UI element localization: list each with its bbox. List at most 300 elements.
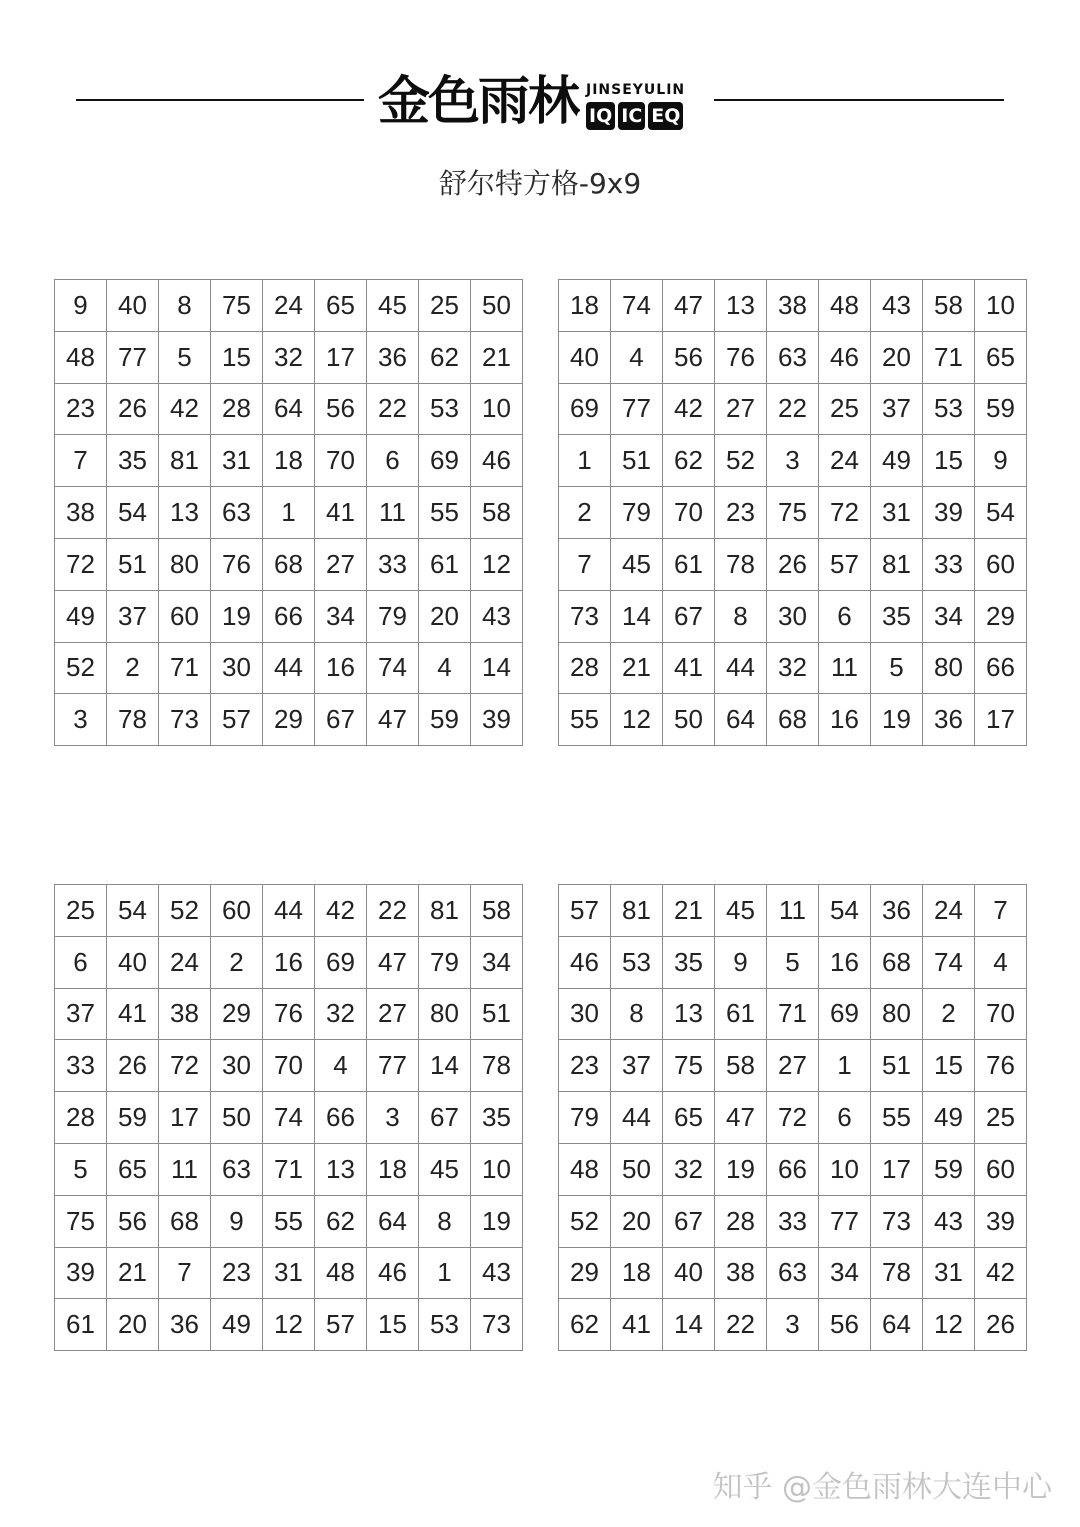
grid-cell: 43	[471, 590, 523, 642]
grid-cell: 76	[263, 988, 315, 1040]
grid-cell: 26	[767, 538, 819, 590]
grid-cell: 1	[819, 1040, 871, 1092]
grid-cell: 59	[923, 1143, 975, 1195]
grid-cell: 12	[923, 1299, 975, 1351]
grid-row	[55, 694, 523, 746]
grid-row	[559, 435, 1027, 487]
grid-cell: 57	[819, 538, 871, 590]
grid-cell: 32	[663, 1143, 715, 1195]
grid-cell: 65	[315, 280, 367, 332]
grid-cell: 54	[975, 487, 1027, 539]
grid-cell: 15	[923, 1040, 975, 1092]
grid-cell: 53	[923, 383, 975, 435]
grid-cell: 52	[715, 435, 767, 487]
grid-cell: 75	[767, 487, 819, 539]
grid-cell: 11	[159, 1143, 211, 1195]
grid-cell: 31	[923, 1247, 975, 1299]
grid-cell: 4	[315, 1040, 367, 1092]
grid-cell: 21	[663, 885, 715, 937]
grid-cell: 9	[975, 435, 1027, 487]
grid-cell: 19	[211, 590, 263, 642]
grid-cell: 46	[471, 435, 523, 487]
grid-cell: 60	[159, 590, 211, 642]
grid-cell: 40	[107, 936, 159, 988]
grid-cell: 71	[263, 1143, 315, 1195]
grid-cell: 74	[263, 1092, 315, 1144]
grid-cell: 28	[559, 642, 611, 694]
grid-cell: 78	[871, 1247, 923, 1299]
grid-cell: 8	[159, 280, 211, 332]
grid-cell: 77	[107, 331, 159, 383]
page-title: 舒尔特方格-9x9	[438, 167, 642, 200]
grid-cell: 17	[315, 331, 367, 383]
grid-cell: 66	[315, 1092, 367, 1144]
grid-cell: 75	[211, 280, 263, 332]
grid-cell: 5	[871, 642, 923, 694]
grid-cell: 41	[663, 642, 715, 694]
grid-row	[559, 1040, 1027, 1092]
grid-row	[55, 1195, 523, 1247]
grid-row	[55, 642, 523, 694]
grid-cell: 67	[315, 694, 367, 746]
grid-cell: 63	[767, 331, 819, 383]
grid-row	[55, 885, 523, 937]
grid-cell: 36	[159, 1299, 211, 1351]
grid-cell: 23	[715, 487, 767, 539]
grid-cell: 49	[923, 1092, 975, 1144]
grid-cell: 56	[663, 331, 715, 383]
grid-row	[559, 936, 1027, 988]
grid-row	[55, 988, 523, 1040]
grid-cell: 69	[559, 383, 611, 435]
grid-cell: 77	[611, 383, 663, 435]
grid-cell: 1	[263, 487, 315, 539]
grid-cell: 80	[419, 988, 471, 1040]
grid-cell: 39	[471, 694, 523, 746]
grid-cell: 18	[263, 435, 315, 487]
grid-cell: 81	[871, 538, 923, 590]
grid-cell: 78	[715, 538, 767, 590]
grid-cell: 12	[471, 538, 523, 590]
grid-cell: 59	[107, 1092, 159, 1144]
grid-cell: 2	[107, 642, 159, 694]
grid-cell: 52	[159, 885, 211, 937]
grid-cell: 3	[767, 1299, 819, 1351]
grid-cell: 73	[559, 590, 611, 642]
grid-cell: 20	[107, 1299, 159, 1351]
grid-cell: 57	[211, 694, 263, 746]
grid-cell: 14	[419, 1040, 471, 1092]
grid-cell: 2	[211, 936, 263, 988]
grid-cell: 11	[819, 642, 871, 694]
grid-cell: 33	[367, 538, 419, 590]
grid-cell: 79	[419, 936, 471, 988]
grid-cell: 16	[819, 694, 871, 746]
grid-row	[55, 1040, 523, 1092]
grid-cell: 81	[159, 435, 211, 487]
grid-cell: 26	[975, 1299, 1027, 1351]
grid-cell: 62	[663, 435, 715, 487]
grid-cell: 53	[611, 936, 663, 988]
grid-cell: 9	[211, 1195, 263, 1247]
grid-cell: 76	[715, 331, 767, 383]
grid-cell: 21	[611, 642, 663, 694]
grid-cell: 39	[975, 1195, 1027, 1247]
grid-cell: 10	[975, 280, 1027, 332]
grid-cell: 22	[767, 383, 819, 435]
grid-cell: 30	[767, 590, 819, 642]
grid-cell: 7	[559, 538, 611, 590]
grid-cell: 21	[107, 1247, 159, 1299]
grid-cell: 63	[211, 1143, 263, 1195]
grid-cell: 69	[315, 936, 367, 988]
grid-row	[55, 538, 523, 590]
grid-cell: 55	[419, 487, 471, 539]
grid-cell: 71	[767, 988, 819, 1040]
grid-cell: 19	[471, 1195, 523, 1247]
grid-cell: 42	[159, 383, 211, 435]
grid-cell: 79	[559, 1092, 611, 1144]
grid-cell: 35	[107, 435, 159, 487]
grid-cell: 49	[55, 590, 107, 642]
grid-cell: 42	[975, 1247, 1027, 1299]
grid-cell: 56	[107, 1195, 159, 1247]
grid-row	[559, 885, 1027, 937]
grid-cell: 45	[419, 1143, 471, 1195]
grid-cell: 47	[367, 936, 419, 988]
grid-cell: 29	[263, 694, 315, 746]
grid-cell: 17	[871, 1143, 923, 1195]
grid-cell: 6	[819, 1092, 871, 1144]
grid-row	[55, 435, 523, 487]
grid-cell: 35	[663, 936, 715, 988]
grid-cell: 50	[471, 280, 523, 332]
grid-cell: 57	[559, 885, 611, 937]
grid-cell: 66	[263, 590, 315, 642]
grid-cell: 67	[419, 1092, 471, 1144]
grid-cell: 16	[315, 642, 367, 694]
grid-row	[55, 331, 523, 383]
grid-cell: 36	[871, 885, 923, 937]
grid-cell: 10	[819, 1143, 871, 1195]
grid-cell: 5	[55, 1143, 107, 1195]
grid-cell: 61	[55, 1299, 107, 1351]
grid-cell: 12	[611, 694, 663, 746]
grid-cell: 2	[559, 487, 611, 539]
grid-cell: 47	[663, 280, 715, 332]
grid-cell: 40	[559, 331, 611, 383]
grid-cell: 30	[211, 642, 263, 694]
grid-cell: 29	[559, 1247, 611, 1299]
grid-cell: 20	[419, 590, 471, 642]
grid-cell: 38	[55, 487, 107, 539]
grid-cell: 25	[819, 383, 871, 435]
grid-cell: 8	[419, 1195, 471, 1247]
grid-cell: 25	[975, 1092, 1027, 1144]
grid-row	[559, 383, 1027, 435]
grid-cell: 23	[559, 1040, 611, 1092]
grid-cell: 37	[107, 590, 159, 642]
grid-cell: 30	[559, 988, 611, 1040]
grid-cell: 60	[975, 1143, 1027, 1195]
grid-cell: 1	[559, 435, 611, 487]
grid-row	[55, 1143, 523, 1195]
grid-cell: 70	[663, 487, 715, 539]
grid-row	[55, 590, 523, 642]
grid-cell: 65	[663, 1092, 715, 1144]
grid-cell: 72	[55, 538, 107, 590]
grid-cell: 77	[367, 1040, 419, 1092]
grid-cell: 70	[975, 988, 1027, 1040]
grid-cell: 18	[559, 280, 611, 332]
grid-cell: 48	[819, 280, 871, 332]
grid-cell: 62	[559, 1299, 611, 1351]
grid-cell: 81	[611, 885, 663, 937]
grid-cell: 16	[819, 936, 871, 988]
grid-cell: 52	[55, 642, 107, 694]
grid-cell: 56	[819, 1299, 871, 1351]
grid-cell: 7	[975, 885, 1027, 937]
grid-cell: 9	[55, 280, 107, 332]
grid-cell: 75	[663, 1040, 715, 1092]
grid-cell: 61	[663, 538, 715, 590]
grid-cell: 12	[263, 1299, 315, 1351]
grid-cell: 72	[159, 1040, 211, 1092]
grid-cell: 6	[367, 435, 419, 487]
grid-cell: 3	[767, 435, 819, 487]
grid-cell: 73	[159, 694, 211, 746]
grid-cell: 8	[715, 590, 767, 642]
grid-cell: 68	[159, 1195, 211, 1247]
grid-cell: 29	[211, 988, 263, 1040]
grid-cell: 24	[159, 936, 211, 988]
grid-row	[559, 1299, 1027, 1351]
grid-cell: 67	[663, 1195, 715, 1247]
grid-cell: 52	[559, 1195, 611, 1247]
grid-cell: 59	[419, 694, 471, 746]
grid-row	[559, 538, 1027, 590]
logo-pinyin: JINSEYULIN	[586, 82, 686, 98]
grid-cell: 57	[315, 1299, 367, 1351]
grid-cell: 46	[367, 1247, 419, 1299]
grid-cell: 59	[975, 383, 1027, 435]
header-rule-left	[76, 99, 364, 101]
grid-cell: 80	[159, 538, 211, 590]
grid-row	[55, 1092, 523, 1144]
grid-cell: 75	[55, 1195, 107, 1247]
grid-cell: 35	[471, 1092, 523, 1144]
grid-cell: 11	[367, 487, 419, 539]
grid-cell: 68	[871, 936, 923, 988]
grid-cell: 15	[367, 1299, 419, 1351]
schulte-grid-bottom-left	[54, 884, 523, 1351]
grid-row	[559, 1143, 1027, 1195]
grid-cell: 32	[263, 331, 315, 383]
grid-cell: 41	[611, 1299, 663, 1351]
grid-row	[55, 1299, 523, 1351]
grid-cell: 73	[871, 1195, 923, 1247]
grid-cell: 50	[611, 1143, 663, 1195]
logo-badges	[586, 102, 685, 130]
grid-cell: 18	[367, 1143, 419, 1195]
grid-cell: 72	[767, 1092, 819, 1144]
logo-badge-iq: IQ	[586, 102, 615, 130]
grid-cell: 60	[211, 885, 263, 937]
watermark-text: 知乎 @金色雨林大连中心	[712, 1470, 1052, 1505]
logo-badge-eq: EQ	[648, 102, 683, 130]
grid-row	[559, 1195, 1027, 1247]
grid-row	[55, 936, 523, 988]
grid-cell: 80	[871, 988, 923, 1040]
grid-cell: 63	[211, 487, 263, 539]
grid-cell: 43	[923, 1195, 975, 1247]
grid-cell: 18	[611, 1247, 663, 1299]
grid-cell: 56	[315, 383, 367, 435]
grid-row	[55, 280, 523, 332]
grid-cell: 62	[419, 331, 471, 383]
grid-cell: 54	[107, 487, 159, 539]
grid-cell: 60	[975, 538, 1027, 590]
grid-cell: 66	[975, 642, 1027, 694]
grid-row	[55, 383, 523, 435]
grid-cell: 2	[923, 988, 975, 1040]
grid-row	[559, 1092, 1027, 1144]
grid-cell: 64	[715, 694, 767, 746]
grid-cell: 76	[211, 538, 263, 590]
grid-cell: 64	[871, 1299, 923, 1351]
grid-cell: 33	[767, 1195, 819, 1247]
grid-cell: 58	[923, 280, 975, 332]
logo-side	[586, 74, 685, 130]
grid-cell: 13	[715, 280, 767, 332]
grid-cell: 25	[55, 885, 107, 937]
grid-cell: 38	[767, 280, 819, 332]
grid-cell: 27	[367, 988, 419, 1040]
grid-cell: 58	[715, 1040, 767, 1092]
logo-badge-ic: IC	[618, 102, 645, 130]
grid-cell: 68	[263, 538, 315, 590]
grid-cell: 78	[107, 694, 159, 746]
grid-cell: 69	[819, 988, 871, 1040]
grid-cell: 77	[819, 1195, 871, 1247]
grid-cell: 35	[871, 590, 923, 642]
grid-cell: 55	[559, 694, 611, 746]
grid-cell: 76	[975, 1040, 1027, 1092]
grid-cell: 5	[159, 331, 211, 383]
grid-cell: 24	[923, 885, 975, 937]
grid-cell: 72	[819, 487, 871, 539]
grid-cell: 5	[767, 936, 819, 988]
grid-cell: 69	[419, 435, 471, 487]
grid-cell: 16	[263, 936, 315, 988]
grid-cell: 51	[611, 435, 663, 487]
grid-cell: 24	[263, 280, 315, 332]
grid-cell: 37	[55, 988, 107, 1040]
grid-cell: 78	[471, 1040, 523, 1092]
grid-cell: 29	[975, 590, 1027, 642]
grid-cell: 19	[715, 1143, 767, 1195]
grid-cell: 64	[263, 383, 315, 435]
grid-cell: 28	[211, 383, 263, 435]
grid-cell: 40	[107, 280, 159, 332]
grid-cell: 30	[211, 1040, 263, 1092]
grid-cell: 50	[211, 1092, 263, 1144]
grid-cell: 20	[611, 1195, 663, 1247]
grid-cell: 22	[367, 885, 419, 937]
grid-cell: 27	[715, 383, 767, 435]
grid-cell: 74	[367, 642, 419, 694]
grid-cell: 46	[819, 331, 871, 383]
grid-cell: 17	[975, 694, 1027, 746]
grid-cell: 31	[871, 487, 923, 539]
grid-cell: 71	[923, 331, 975, 383]
grid-cell: 39	[55, 1247, 107, 1299]
schulte-grid-top-left	[54, 279, 523, 746]
grid-cell: 41	[107, 988, 159, 1040]
grid-cell: 74	[923, 936, 975, 988]
grid-cell: 19	[871, 694, 923, 746]
grid-cell: 26	[107, 1040, 159, 1092]
grid-cell: 45	[611, 538, 663, 590]
grid-cell: 34	[471, 936, 523, 988]
grid-cell: 50	[663, 694, 715, 746]
grid-cell: 46	[559, 936, 611, 988]
grid-cell: 67	[663, 590, 715, 642]
grid-row	[559, 988, 1027, 1040]
grid-cell: 21	[471, 331, 523, 383]
brand-logo	[378, 70, 704, 130]
grid-cell: 7	[55, 435, 107, 487]
grid-cell: 33	[923, 538, 975, 590]
grid-cell: 44	[263, 642, 315, 694]
grid-cell: 31	[211, 435, 263, 487]
grid-cell: 8	[611, 988, 663, 1040]
grid-cell: 61	[419, 538, 471, 590]
grid-cell: 38	[159, 988, 211, 1040]
grid-row	[559, 590, 1027, 642]
grid-cell: 25	[419, 280, 471, 332]
grid-cell: 51	[471, 988, 523, 1040]
grid-cell: 11	[767, 885, 819, 937]
grid-cell: 14	[663, 1299, 715, 1351]
grid-cell: 17	[159, 1092, 211, 1144]
grid-cell: 13	[663, 988, 715, 1040]
grid-cell: 14	[611, 590, 663, 642]
grid-cell: 34	[819, 1247, 871, 1299]
grid-cell: 53	[419, 383, 471, 435]
grid-cell: 64	[367, 1195, 419, 1247]
grid-cell: 23	[211, 1247, 263, 1299]
grid-cell: 49	[871, 435, 923, 487]
grid-cell: 43	[871, 280, 923, 332]
grid-cell: 34	[315, 590, 367, 642]
grid-cell: 58	[471, 487, 523, 539]
grid-cell: 41	[315, 487, 367, 539]
grid-cell: 74	[611, 280, 663, 332]
grid-cell: 44	[611, 1092, 663, 1144]
grid-cell: 40	[663, 1247, 715, 1299]
grid-cell: 3	[367, 1092, 419, 1144]
schulte-grid-bottom-right	[558, 884, 1027, 1351]
grid-cell: 49	[211, 1299, 263, 1351]
grid-cell: 23	[55, 383, 107, 435]
grid-row	[55, 487, 523, 539]
grid-cell: 22	[715, 1299, 767, 1351]
grid-cell: 13	[315, 1143, 367, 1195]
grid-cell: 39	[923, 487, 975, 539]
grid-cell: 38	[715, 1247, 767, 1299]
grid-cell: 27	[315, 538, 367, 590]
